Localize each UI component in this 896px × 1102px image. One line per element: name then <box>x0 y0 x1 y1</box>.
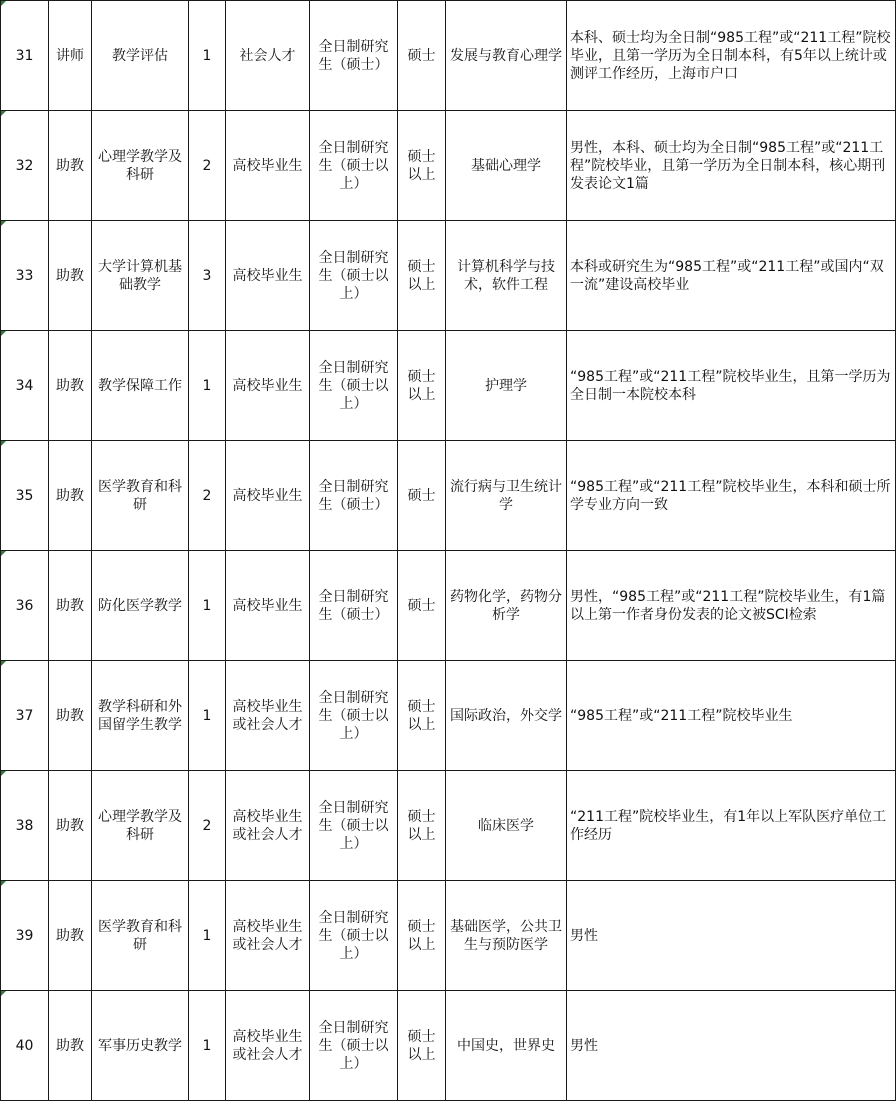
cell-major: 护理学 <box>446 331 567 441</box>
cell-post: 心理学教学及科研 <box>92 111 189 221</box>
table-row <box>1 221 896 331</box>
cell-number: 39 <box>1 881 49 991</box>
cell-source: 高校毕业生 <box>226 221 310 331</box>
cell-count: 1 <box>189 991 226 1101</box>
cell-source: 高校毕业生 <box>226 551 310 661</box>
cell-degree: 硕士以上 <box>398 111 446 221</box>
cell-major: 临床医学 <box>446 771 567 881</box>
cell-major: 基础心理学 <box>446 111 567 221</box>
cell-requirements: “211工程”院校毕业生，有1年以上军队医疗单位工作经历 <box>567 771 896 881</box>
cell-count: 1 <box>189 551 226 661</box>
cell-title: 助教 <box>49 661 92 771</box>
cell-number: 37 <box>1 661 49 771</box>
cell-post: 教学保障工作 <box>92 331 189 441</box>
cell-degree: 硕士 <box>398 551 446 661</box>
cell-study-form: 全日制研究生（硕士以上） <box>310 221 398 331</box>
cell-source: 高校毕业生或社会人才 <box>226 991 310 1101</box>
cell-number: 38 <box>1 771 49 881</box>
cell-requirements: “985工程”或“211工程”院校毕业生 <box>567 661 896 771</box>
cell-post: 医学教育和科研 <box>92 441 189 551</box>
table-row <box>1 881 896 991</box>
table-row <box>1 661 896 771</box>
cell-major: 计算机科学与技术，软件工程 <box>446 221 567 331</box>
cell-study-form: 全日制研究生（硕士） <box>310 551 398 661</box>
cell-number: 32 <box>1 111 49 221</box>
cell-count: 1 <box>189 331 226 441</box>
cell-title: 助教 <box>49 111 92 221</box>
cell-major: 国际政治，外交学 <box>446 661 567 771</box>
cell-number: 34 <box>1 331 49 441</box>
cell-degree: 硕士以上 <box>398 661 446 771</box>
cell-study-form: 全日制研究生（硕士以上） <box>310 881 398 991</box>
table-body <box>1 1 896 1101</box>
cell-number: 33 <box>1 221 49 331</box>
cell-source: 高校毕业生 <box>226 331 310 441</box>
cell-degree: 硕士以上 <box>398 221 446 331</box>
cell-post: 心理学教学及科研 <box>92 771 189 881</box>
cell-post: 军事历史教学 <box>92 991 189 1101</box>
cell-degree: 硕士以上 <box>398 881 446 991</box>
cell-requirements: 本科或研究生为“985工程”或“211工程”或国内“双一流”建设高校毕业 <box>567 221 896 331</box>
cell-requirements: 男性 <box>567 881 896 991</box>
cell-requirements: 男性，本科、硕士均为全日制“985工程”或“211工程”院校毕业，且第一学历为全日制本科，核心期刊发表论文1篇 <box>567 111 896 221</box>
cell-number: 36 <box>1 551 49 661</box>
cell-source: 高校毕业生 <box>226 441 310 551</box>
cell-major: 中国史，世界史 <box>446 991 567 1101</box>
cell-title: 讲师 <box>49 1 92 111</box>
cell-degree: 硕士 <box>398 1 446 111</box>
cell-study-form: 全日制研究生（硕士以上） <box>310 661 398 771</box>
cell-number: 35 <box>1 441 49 551</box>
table-row <box>1 331 896 441</box>
cell-major: 基础医学，公共卫生与预防医学 <box>446 881 567 991</box>
cell-requirements: “985工程”或“211工程”院校毕业生，本科和硕士所学专业方向一致 <box>567 441 896 551</box>
cell-source: 高校毕业生 <box>226 111 310 221</box>
cell-number: 40 <box>1 991 49 1101</box>
cell-major: 流行病与卫生统计学 <box>446 441 567 551</box>
cell-study-form: 全日制研究生（硕士） <box>310 441 398 551</box>
cell-requirements: 男性，“985工程”或“211工程”院校毕业生，有1篇以上第一作者身份发表的论文被SCI检索 <box>567 551 896 661</box>
cell-source: 社会人才 <box>226 1 310 111</box>
table-row <box>1 991 896 1101</box>
cell-requirements: 男性 <box>567 991 896 1101</box>
cell-title: 助教 <box>49 881 92 991</box>
cell-title: 助教 <box>49 331 92 441</box>
cell-major: 药物化学，药物分析学 <box>446 551 567 661</box>
cell-title: 助教 <box>49 991 92 1101</box>
cell-post: 教学评估 <box>92 1 189 111</box>
table-row <box>1 771 896 881</box>
cell-title: 助教 <box>49 441 92 551</box>
cell-count: 2 <box>189 111 226 221</box>
cell-source: 高校毕业生或社会人才 <box>226 661 310 771</box>
cell-title: 助教 <box>49 221 92 331</box>
cell-count: 2 <box>189 441 226 551</box>
cell-number: 31 <box>1 1 49 111</box>
cell-source: 高校毕业生或社会人才 <box>226 771 310 881</box>
cell-degree: 硕士以上 <box>398 331 446 441</box>
cell-study-form: 全日制研究生（硕士） <box>310 1 398 111</box>
cell-major: 发展与教育心理学 <box>446 1 567 111</box>
cell-study-form: 全日制研究生（硕士以上） <box>310 991 398 1101</box>
cell-title: 助教 <box>49 551 92 661</box>
cell-requirements: “985工程”或“211工程”院校毕业生，且第一学历为全日制一本院校本科 <box>567 331 896 441</box>
cell-study-form: 全日制研究生（硕士以上） <box>310 111 398 221</box>
cell-degree: 硕士 <box>398 441 446 551</box>
cell-post: 教学科研和外国留学生教学 <box>92 661 189 771</box>
cell-study-form: 全日制研究生（硕士以上） <box>310 771 398 881</box>
cell-count: 1 <box>189 661 226 771</box>
cell-count: 1 <box>189 881 226 991</box>
cell-source: 高校毕业生或社会人才 <box>226 881 310 991</box>
table-row <box>1 441 896 551</box>
cell-post: 医学教育和科研 <box>92 881 189 991</box>
cell-count: 1 <box>189 1 226 111</box>
cell-count: 2 <box>189 771 226 881</box>
cell-title: 助教 <box>49 771 92 881</box>
cell-requirements: 本科、硕士均为全日制“985工程”或“211工程”院校毕业，且第一学历为全日制本科，有5年以上统计或测评工作经历，上海市户口 <box>567 1 896 111</box>
table-row <box>1 111 896 221</box>
cell-count: 3 <box>189 221 226 331</box>
table-row <box>1 1 896 111</box>
cell-post: 大学计算机基础教学 <box>92 221 189 331</box>
table-row <box>1 551 896 661</box>
cell-degree: 硕士以上 <box>398 771 446 881</box>
cell-degree: 硕士以上 <box>398 991 446 1101</box>
cell-post: 防化医学教学 <box>92 551 189 661</box>
cell-study-form: 全日制研究生（硕士以上） <box>310 331 398 441</box>
